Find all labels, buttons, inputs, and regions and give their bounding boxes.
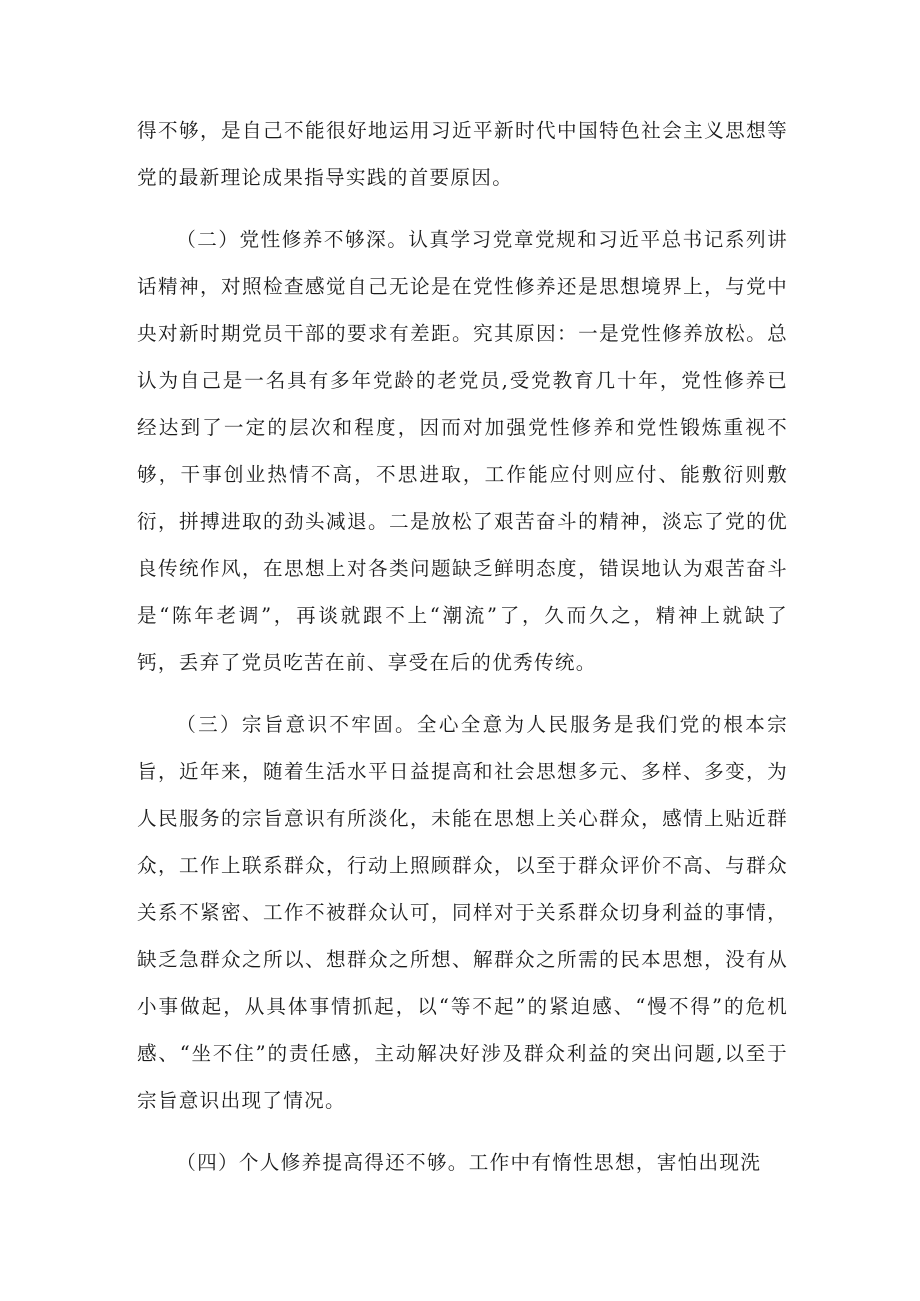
paragraph-continuation: 得不够，是自己不能很好地运用习近平新时代中国特色社会主义思想等党的最新理论成果指导实践的首要原因。 <box>137 119 788 189</box>
paragraph-party-spirit: （二）党性修养不够深。认真学习党章党规和习近平总书记系列讲话精神，对照检查感觉自己无论是在党性修养还是思想境界上，与党中央对新时期党员干部的要求有差距。究其原因：一是党性修养放松。总认为自己是一名具有多年党龄的老党员,受党教育几十年，党性修养已经达到了一定的层次和程度，因而对加强党性修养和党性锻炼重视不够，干事创业热情不高，不思进取，工作能应付则应付、能敷衍则敷衍，拼搏进取的劲头减退。二是放松了艰苦奋斗的精神，淡忘了党的优良传统作风，在思想上对各类问题缺乏鲜明态度，错误地认为艰苦奋斗是“陈年老调”，再谈就跟不上“潮流”了，久而久之，精神上就缺了钙，丢弃了党员吃苦在前、享受在后的优秀传统。 <box>137 228 788 674</box>
paragraph-personal-cultivation: （四）个人修养提高得还不够。工作中有惰性思想，害怕出现洗 <box>176 1151 762 1174</box>
paragraph-purpose-awareness: （三）宗旨意识不牢固。全心全意为人民服务是我们党的根本宗旨，近年来，随着生活水平日益提高和社会思想多元、多样、多变，为人民服务的宗旨意识有所淡化，未能在思想上关心群众，感情上贴近群众，工作上联系群众，行动上照顾群众，以至于群众评价不高、与群众关系不紧密、工作不被群众认可，同样对于关系群众切身利益的事情，缺乏急群众之所以、想群众之所想、解群众之所需的民本思想，没有从小事做起，从具体事情抓起，以“等不起”的紧迫感、“慢不得”的危机感、“坐不住”的责任感，主动解决好涉及群众利益的突出问题,以至于宗旨意识出现了情况。 <box>137 713 788 1112</box>
document-body <box>137 107 788 1186</box>
